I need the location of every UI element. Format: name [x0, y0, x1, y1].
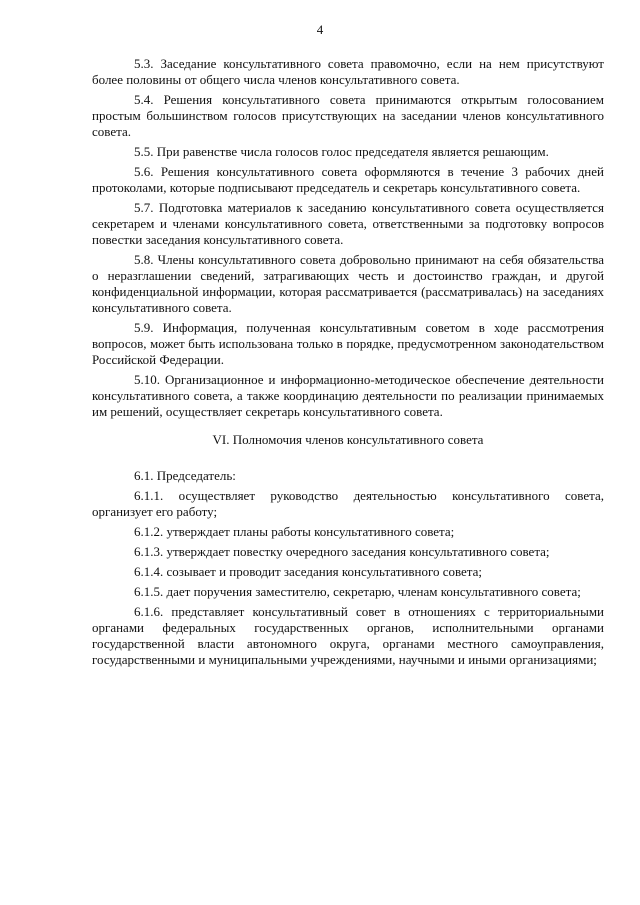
page-number: 4: [316, 22, 324, 37]
paragraph-5-7: 5.7. Подготовка материалов к заседанию консультативного совета осуществляется секретарем и членами консультативного совета, ответственными за подготовку вопросов повестки заседания консультативного совета.: [92, 200, 604, 247]
paragraph-6-1: 6.1. Председатель:: [134, 468, 236, 483]
paragraph-5-3: 5.3. Заседание консультативного совета правомочно, если на нем присутствуют более половины от общего числа членов консультативного совета.: [92, 56, 604, 87]
paragraph-5-10: 5.10. Организационное и информационно-методическое обеспечение деятельности консультативного совета, а также координацию деятельности по реализации принимаемых им решений, осуществляет секретарь консультативного совета.: [92, 372, 604, 419]
paragraph-5-8: 5.8. Члены консультативного совета добровольно принимают на себя обязательства о неразглашении сведений, затрагивающих честь и достоинство граждан, и другой конфиденциальной информации, которая рассматривается (рассматривалась) на заседаниях консультативного совета.: [92, 252, 604, 315]
paragraph-6-1-1: 6.1.1. осуществляет руководство деятельностью консультативного совета, организует его работу;: [92, 488, 604, 519]
paragraph-5-5: 5.5. При равенстве числа голосов голос председателя является решающим.: [134, 144, 549, 159]
paragraph-6-1-6: 6.1.6. представляет консультативный совет в отношениях с территориальными органами федеральных государственных органов, исполнительными органами государственной власти автономного округа, органами местного самоуправления, государственными и муниципальными учреждениями, научными и иными организациями;: [92, 604, 604, 667]
paragraph-6-1-2: 6.1.2. утверждает планы работы консультативного совета;: [134, 524, 455, 539]
paragraph-6-1-3: 6.1.3. утверждает повестку очередного заседания консультативного совета;: [134, 544, 550, 559]
paragraph-6-1-4: 6.1.4. созывает и проводит заседания консультативного совета;: [134, 564, 483, 579]
paragraph-5-6: 5.6. Решения консультативного совета оформляются в течение 3 рабочих дней протоколами, которые подписывают председатель и секретарь консультативного совета.: [92, 164, 604, 195]
paragraph-5-9: 5.9. Информация, полученная консультативным советом в ходе рассмотрения вопросов, может быть использована только в порядке, предусмотренном законодательством Российской Федерации.: [92, 320, 604, 367]
section-title: VI. Полномочия членов консультативного совета: [212, 432, 484, 447]
paragraph-6-1-5: 6.1.5. дает поручения заместителю, секретарю, членам консультативного совета;: [134, 584, 581, 599]
document-body: [92, 56, 604, 672]
paragraph-5-4: 5.4. Решения консультативного совета принимаются открытым голосованием простым большинством голосов присутствующих на заседании членов консультативного совета.: [92, 92, 604, 139]
